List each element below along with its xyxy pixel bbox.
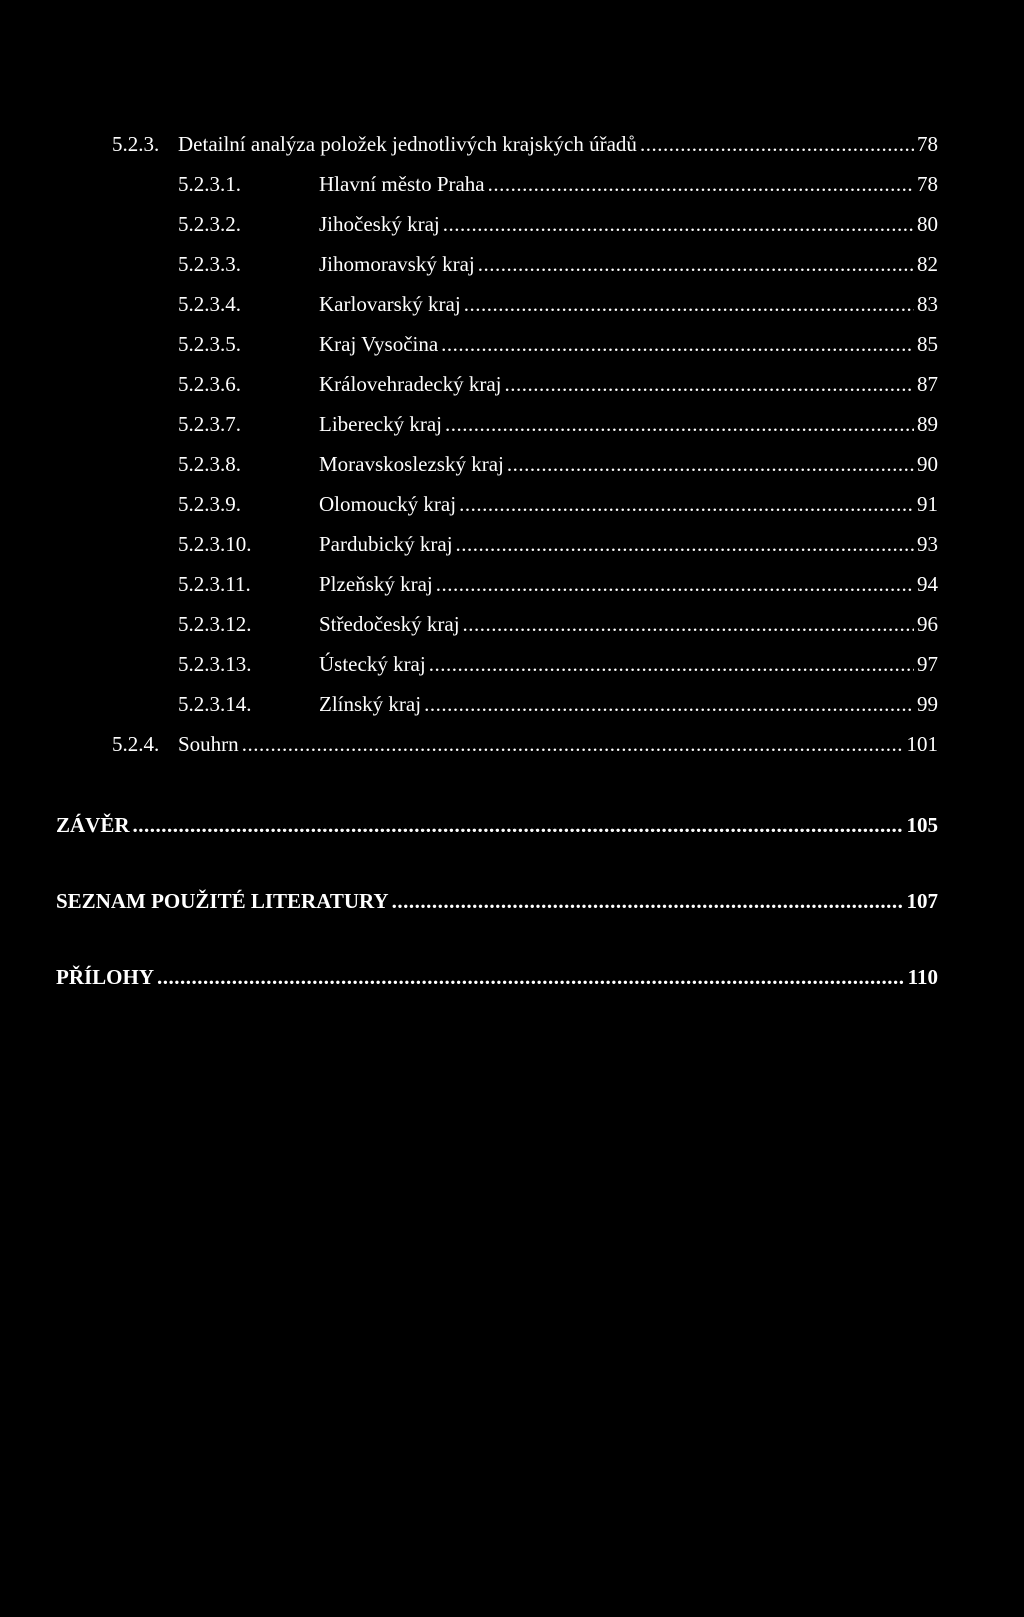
toc-entry-number: 5.2.3.2.: [178, 212, 241, 236]
toc-entry-title: Královehradecký kraj: [319, 372, 502, 396]
toc-entry-page: 90: [917, 452, 938, 476]
toc-entry-title: Detailní analýza položek jednotlivých krajských úřadů: [178, 132, 637, 156]
toc-entry-page: 78: [917, 172, 938, 196]
dot-leader: [464, 292, 914, 316]
toc-entry-number: 5.2.3.8.: [178, 452, 241, 476]
toc-chapter-page: 107: [906, 889, 938, 913]
toc-entry-number: 5.2.3.4.: [178, 292, 241, 316]
toc-entry-title: Zlínský kraj: [319, 692, 422, 716]
toc-entry-page: 97: [917, 652, 938, 676]
toc-entry-number: 5.2.3.9.: [178, 492, 241, 516]
dot-leader: [505, 372, 915, 396]
toc-entry-5-2-3-10[interactable]: [178, 532, 938, 556]
dot-leader: [443, 212, 914, 236]
toc-entry-5-2-3-14[interactable]: [178, 692, 938, 716]
toc-entry-5-2-3-1[interactable]: [178, 172, 938, 196]
toc-chapter-literatura[interactable]: [56, 889, 938, 913]
toc-entry-number: 5.2.3.3.: [178, 252, 241, 276]
toc-entry-title: Jihočeský kraj: [319, 212, 440, 236]
dot-leader: [478, 252, 914, 276]
toc-entry-page: 93: [917, 532, 938, 556]
toc-entry-page: 99: [917, 692, 938, 716]
toc-entry-page: 80: [917, 212, 938, 236]
toc-entry-title: Jihomoravský kraj: [319, 252, 475, 276]
toc-entry-page: 96: [917, 612, 938, 636]
dot-leader: [441, 332, 914, 356]
toc-entry-page: 82: [917, 252, 938, 276]
toc-chapter-page: 105: [906, 813, 938, 837]
toc-entry-title: Karlovarský kraj: [319, 292, 461, 316]
toc-chapter-title: ZÁVĚR: [56, 813, 130, 837]
toc-entry-5-2-3-11[interactable]: [178, 572, 938, 596]
toc-entry-5-2-3-3[interactable]: [178, 252, 938, 276]
toc-entry-5-2-3[interactable]: [112, 132, 938, 156]
toc-entry-number: 5.2.3.11.: [178, 572, 251, 596]
dot-leader: [459, 492, 914, 516]
toc-entry-title: Liberecký kraj: [319, 412, 443, 436]
toc-chapter-zaver[interactable]: [56, 813, 938, 837]
dot-leader: [242, 732, 904, 756]
toc-entry-page: 87: [917, 372, 938, 396]
toc-entry-page: 91: [917, 492, 938, 516]
toc-entry-page: 78: [917, 132, 938, 156]
toc-chapter-title: SEZNAM POUŽITÉ LITERATURY: [56, 889, 389, 913]
dot-leader: [424, 692, 914, 716]
toc-entry-page: 89: [917, 412, 938, 436]
toc-entry-number: 5.2.3.7.: [178, 412, 241, 436]
dot-leader: [507, 452, 914, 476]
dot-leader: [640, 132, 914, 156]
dot-leader: [392, 889, 904, 913]
toc-entry-5-2-4[interactable]: [112, 732, 938, 756]
toc-entry-number: 5.2.3.14.: [178, 692, 252, 716]
dot-leader: [429, 652, 914, 676]
toc-entry-number: 5.2.3.12.: [178, 612, 252, 636]
toc-entry-number: 5.2.3.5.: [178, 332, 241, 356]
toc-chapter-title: PŘÍLOHY: [56, 965, 155, 989]
toc-entry-title: Středočeský kraj: [319, 612, 460, 636]
toc-entry-5-2-3-4[interactable]: [178, 292, 938, 316]
toc-entry-number: 5.2.3.10.: [178, 532, 252, 556]
toc-entry-5-2-3-5[interactable]: [178, 332, 938, 356]
dot-leader: [436, 572, 914, 596]
toc-entry-title: Plzeňský kraj: [319, 572, 433, 596]
toc-entry-number: 5.2.3.13.: [178, 652, 252, 676]
dot-leader: [445, 412, 914, 436]
toc-chapter-prilohy[interactable]: [56, 965, 938, 989]
toc-entry-title: Hlavní město Praha: [319, 172, 485, 196]
toc-entry-page: 83: [917, 292, 938, 316]
toc-entry-5-2-3-8[interactable]: [178, 452, 938, 476]
toc-entry-title: Olomoucký kraj: [319, 492, 457, 516]
toc-entry-number: 5.2.3.6.: [178, 372, 241, 396]
toc-entry-page: 101: [906, 732, 938, 756]
toc-entry-number: 5.2.4.: [112, 732, 160, 756]
toc-entry-5-2-3-13[interactable]: [178, 652, 938, 676]
toc-entry-title: Pardubický kraj: [319, 532, 453, 556]
toc-entry-number: 5.2.3.1.: [178, 172, 241, 196]
toc-chapter-page: 110: [907, 965, 938, 989]
toc-entry-title: Moravskoslezský kraj: [319, 452, 504, 476]
dot-leader: [488, 172, 914, 196]
toc-entry-5-2-3-12[interactable]: [178, 612, 938, 636]
dot-leader: [157, 965, 905, 989]
toc-entry-5-2-3-9[interactable]: [178, 492, 938, 516]
toc-entry-title: Kraj Vysočina: [319, 332, 439, 356]
toc-entry-number: 5.2.3.: [112, 132, 160, 156]
toc-entry-title: Ústecký kraj: [319, 652, 426, 676]
toc-entry-5-2-3-7[interactable]: [178, 412, 938, 436]
toc-entry-page: 94: [917, 572, 938, 596]
toc-entry-title: Souhrn: [178, 732, 239, 756]
toc-entry-5-2-3-6[interactable]: [178, 372, 938, 396]
dot-leader: [133, 813, 904, 837]
toc-entry-page: 85: [917, 332, 938, 356]
toc-entry-5-2-3-2[interactable]: [178, 212, 938, 236]
dot-leader: [463, 612, 914, 636]
dot-leader: [456, 532, 914, 556]
